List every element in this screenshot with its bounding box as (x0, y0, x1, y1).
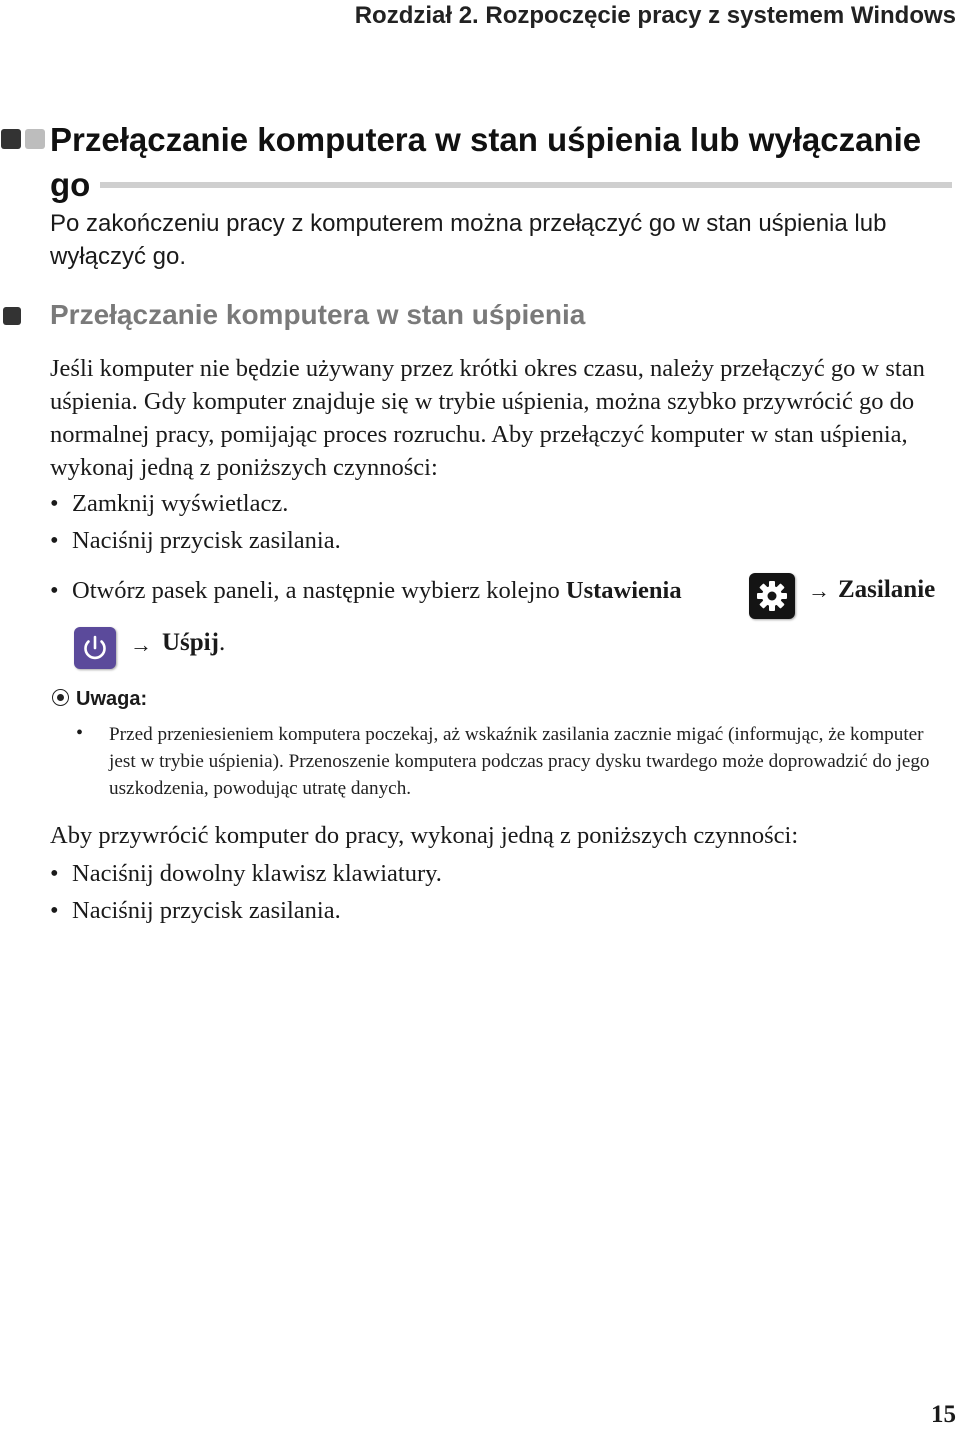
section-marker-icon (0, 127, 46, 151)
arrow-icon: → (130, 632, 152, 657)
sleep-label: Uśpij (162, 629, 219, 656)
note-label (52, 688, 147, 711)
gear-icon (749, 573, 795, 619)
list-item-text: Naciśnij przycisk zasilania. (72, 527, 341, 554)
subsection-paragraph: Jeśli komputer nie będzie używany przez krótki okres czasu, należy przełączyć go w stan uśpienia. Gdy komputer znajduje się w trybie uśpienia, można szybko przywrócić go do normalnej pracy, pomijając proces rozruchu. Aby przełączyć komputer w stan uśpienia, wykonaj jedną z poniższych czynności: (50, 355, 925, 481)
subsection-marker-icon (2, 306, 22, 326)
list-item-text: Zamknij wyświetlacz. (72, 490, 289, 517)
power-tile (74, 627, 116, 669)
list-item-charm-steps (50, 575, 682, 607)
list-item-text: Naciśnij dowolny klawisz klawiatury. (72, 860, 442, 887)
list-item-text: Otwórz pasek paneli, a następnie wybierz kolejno (72, 577, 560, 604)
chapter-header: Rozdział 2. Rozpoczęcie pracy z systemem Windows (354, 2, 956, 29)
page-number: 15 (931, 1401, 956, 1428)
title-divider (100, 182, 952, 188)
sleep-period: . (218, 629, 226, 656)
settings-label: Ustawienia (565, 577, 682, 604)
settings-charm-tile (749, 573, 795, 619)
list-item (50, 895, 341, 927)
list-item (50, 858, 442, 890)
bullet-glyph: • (50, 577, 59, 604)
bullet-glyph: • (50, 897, 59, 924)
list-item (50, 525, 341, 557)
bullet-glyph: • (50, 490, 59, 517)
note-label-text: Uwaga: (76, 688, 148, 710)
note-text: Przed przeniesieniem komputera poczekaj, aż wskaźnik zasilania zacznie migać (informując, że komputer jest w trybie uśpienia). Przenoszenie komputera podczas pracy dysku twardego może doprowadzić do jego uszkodzenia, powodując utratę danych. (109, 724, 930, 799)
arrow-icon: → (808, 578, 830, 603)
power-label: Zasilanie (838, 576, 936, 603)
bullet-glyph: • (50, 527, 59, 554)
power-icon (74, 627, 116, 669)
note-icon (52, 689, 69, 706)
section-title: Przełączanie komputera w stan uśpienia lub wyłączanie go (50, 121, 922, 203)
list-item (50, 488, 288, 520)
section-intro: Po zakończeniu pracy z komputerem można przełączyć go w stan uśpienia lub wyłączyć go. (50, 210, 887, 270)
subsection-title: Przełączanie komputera w stan uśpienia (50, 299, 586, 330)
note-bullet: • (76, 722, 84, 744)
list-item-text: Naciśnij przycisk zasilania. (72, 897, 341, 924)
bullet-glyph: • (50, 860, 59, 887)
resume-intro: Aby przywrócić komputer do pracy, wykonaj jedną z poniższych czynności: (50, 822, 799, 849)
sleep-option (162, 629, 225, 657)
